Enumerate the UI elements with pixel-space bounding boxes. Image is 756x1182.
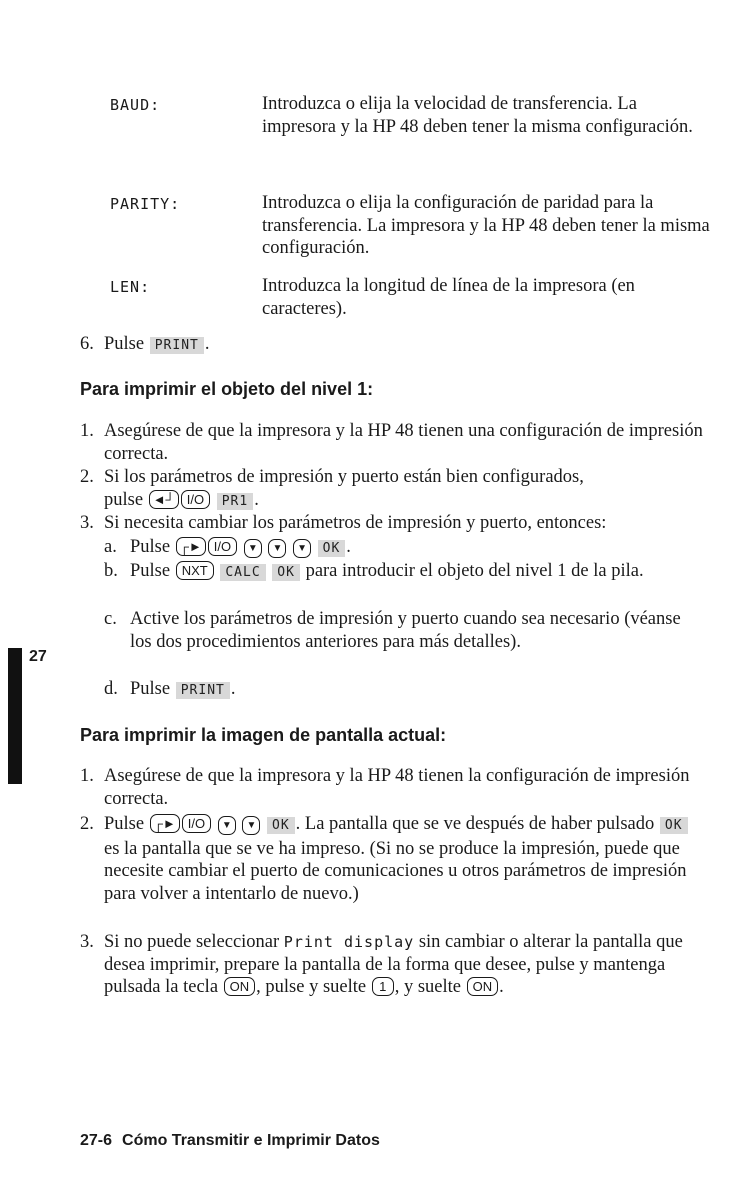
- step-number: 2.: [80, 814, 94, 834]
- param-desc-baud: Introduzca o elija la velocidad de transferencia. La impresora y la HP 48 deben tener la misma configuración.: [262, 94, 693, 137]
- step-text-tail: es la pantalla que se ve ha impreso. (Si no se produce la impresión, puede que necesite cambiar el puerto de comunicaciones u otros parámetros de impresión para volver a intentarlo de nuevo.): [104, 838, 687, 904]
- step-text: [104, 333, 704, 358]
- param-label-parity: PARITY:: [110, 195, 181, 213]
- ok-softkey: OK: [267, 817, 295, 834]
- one-key-icon: 1: [372, 977, 394, 996]
- page-number: 27-6: [80, 1132, 113, 1149]
- down-arrow-key-icon: ▼: [218, 816, 236, 835]
- step-number: 3.: [80, 932, 94, 952]
- chapter-tab-bar: [8, 648, 22, 784]
- sub-step-letter: c.: [104, 609, 117, 629]
- down-arrow-key-icon: ▼: [244, 539, 262, 558]
- step-verb: Pulse: [130, 561, 171, 581]
- step-text: Asegúrese de que la impresora y la HP 48 tienen la configuración de impresión correcta.: [104, 766, 690, 809]
- step-number: 2.: [80, 467, 94, 487]
- section-heading-screen: Para imprimir la imagen de pantalla actual:: [80, 725, 447, 745]
- print-display-command: Print display: [283, 933, 415, 951]
- down-arrow-key-icon: ▼: [242, 816, 260, 835]
- right-shift-key-icon: ┌►: [150, 814, 180, 833]
- param-label-len: LEN:: [110, 278, 151, 296]
- param-label-baud: BAUD:: [110, 96, 161, 114]
- right-shift-key-icon: ┌►: [176, 537, 206, 556]
- step-text: [104, 931, 704, 999]
- step-verb: pulse: [104, 489, 144, 510]
- step-text: [104, 466, 704, 513]
- step-number: 1.: [80, 421, 94, 441]
- step-end: .: [204, 334, 210, 354]
- sub-step-letter: d.: [104, 679, 118, 699]
- sub-step-letter: a.: [104, 537, 117, 557]
- page-footer: [80, 1130, 380, 1153]
- sub-step-text: [130, 678, 700, 703]
- step-verb: Pulse: [130, 679, 171, 699]
- io-key-icon: I/O: [208, 537, 237, 556]
- left-shift-key-icon: ◄┘: [149, 490, 179, 509]
- sub-step-text: Active los parámetros de impresión y puerto cuando sea necesario (véanse los dos procedimientos anteriores para más detalles).: [130, 609, 681, 652]
- step-verb: Pulse: [104, 814, 145, 834]
- step-end: .: [230, 679, 236, 699]
- pr1-softkey: PR1: [217, 493, 253, 510]
- print-softkey: PRINT: [150, 337, 204, 354]
- step-text-head: Si no puede seleccionar: [104, 932, 280, 952]
- chapter-tab-number: 27: [29, 648, 47, 665]
- step-text-middle-3: , y suelte: [394, 977, 462, 997]
- step-number: 6.: [80, 334, 94, 354]
- chapter-title: Cómo Transmitir e Imprimir Datos: [122, 1132, 380, 1149]
- sub-step-text: [130, 536, 700, 561]
- io-key-icon: I/O: [181, 490, 210, 509]
- step-text-tail: para introducir el objeto del nivel 1 de la pila.: [305, 561, 644, 581]
- step-text-middle: . La pantalla que se ve después de haber pulsado: [295, 814, 655, 834]
- section-heading-level1: Para imprimir el objeto del nivel 1:: [80, 379, 374, 399]
- step-text-middle: sin cambiar o alterar la pantalla que desea imprimir, prepare la pantalla de la forma que desee, pulse y mantenga pulsada la tecla: [104, 932, 683, 997]
- sub-step-text: [130, 560, 700, 585]
- down-arrow-key-icon: ▼: [268, 539, 286, 558]
- param-desc-len: Introduzca la longitud de línea de la impresora (en caracteres).: [262, 276, 635, 319]
- step-end: .: [346, 537, 351, 557]
- step-number: 3.: [80, 513, 94, 533]
- print-softkey: PRINT: [176, 682, 230, 699]
- step-number: 1.: [80, 766, 94, 786]
- step-text: Si necesita cambiar los parámetros de impresión y puerto, entonces:: [104, 513, 607, 533]
- step-verb: Pulse: [130, 537, 171, 557]
- step-text-middle-2: , pulse y suelte: [256, 977, 367, 997]
- calc-softkey: CALC: [220, 564, 265, 581]
- ok-softkey: OK: [272, 564, 300, 581]
- down-arrow-key-icon: ▼: [293, 539, 311, 558]
- on-key-icon: ON: [467, 977, 499, 996]
- on-key-icon: ON: [224, 977, 256, 996]
- step-end: .: [499, 977, 504, 997]
- step-verb: Pulse: [104, 334, 145, 354]
- step-text-line: Si los parámetros de impresión y puerto están bien configurados,: [104, 467, 584, 487]
- ok-softkey: OK: [660, 817, 688, 834]
- ok-softkey: OK: [318, 540, 346, 557]
- sub-step-letter: b.: [104, 561, 118, 581]
- io-key-icon: I/O: [182, 814, 211, 833]
- step-text: Asegúrese de que la impresora y la HP 48 tienen una configuración de impresión correcta.: [104, 421, 703, 464]
- nxt-key-icon: NXT: [176, 561, 214, 580]
- step-text: [104, 813, 704, 905]
- param-desc-parity: Introduzca o elija la configuración de paridad para la transferencia. La impresora y la HP 48 deben tener la misma configuración.: [262, 193, 710, 258]
- step-end: .: [254, 489, 259, 510]
